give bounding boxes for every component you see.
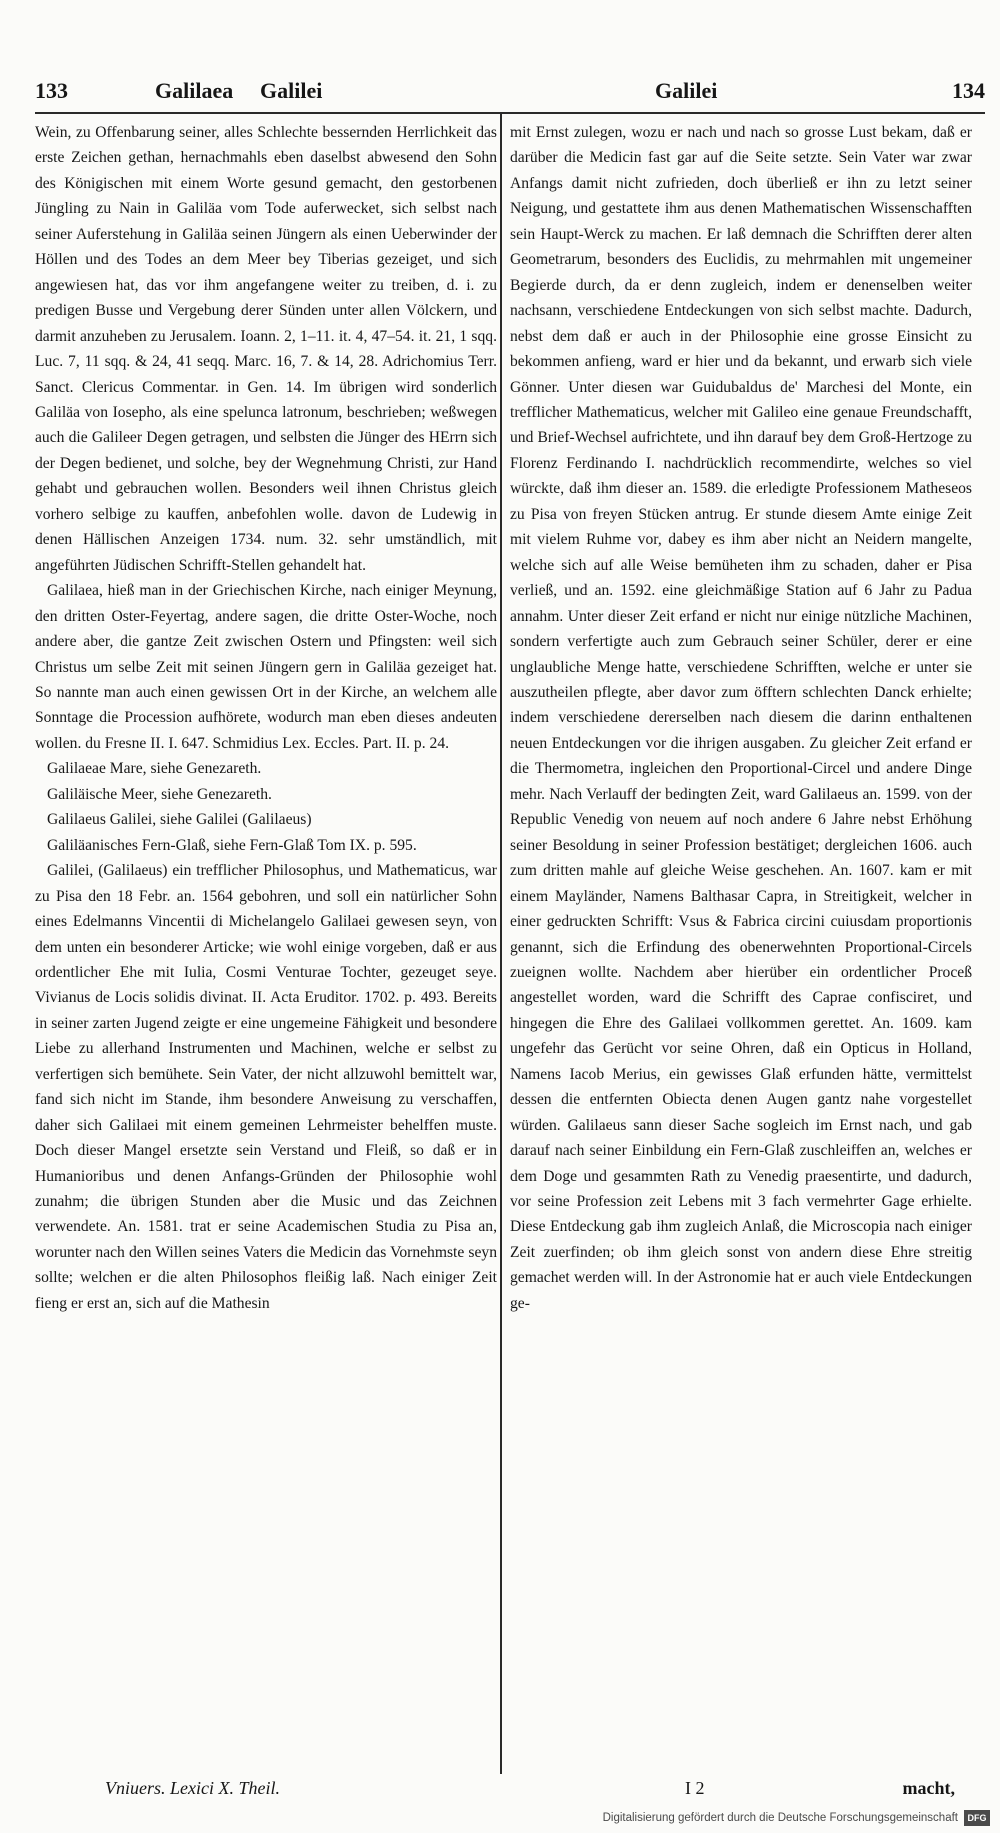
entry-fern-glass: Galiläanisches Fern-Glaß, siehe Fern-Glaß Tom IX. p. 595. xyxy=(47,836,417,854)
header-keyword-left: Galilaea xyxy=(155,78,234,103)
header-rule xyxy=(35,112,985,114)
signature-line: Vniuers. Lexici X. Theil. xyxy=(105,1778,280,1798)
leaf-mark: I 2 xyxy=(685,1778,705,1798)
right-column xyxy=(510,120,972,1316)
entry-galilei: Galilei, (Galilaeus) ein trefflicher Philosophus, und Mathematicus, war zu Pisa den 18 Febr. an. 1564 gebohren, und soll ein natürlicher Sohn eines Edelmanns Vincentii di Michelangelo Galilaei gewesen seyn, von dem unten ein besonderer Articke; wie wohl einige vorgeben, daß er aus ordentlicher Ehe mit Iulia, Cosmi Venturae Tochter, gezeuget seye. Vivianus de Locis solidis divinat. II. Acta Eruditor. 1702. p. 493. Bereits in seiner zarten Jugend zeigte er eine ungemeine Fähigkeit und besondere Liebe zu allerhand Instrumenten und Machinen, welche er selbst zu verfertigen sich bemühete. Sein Vater, der nicht allzuwohl bemittelt war, fand sich nicht im Stande, ihm besondere Anweisung zu verschaffen, daher sich Galilaei mit einem gemeinen Lehrmeister behelffen muste. Doch dieser Mangel ersetzte sein Verstand und Fleiß, so daß er in Humanioribus und denen Anfangs-Gründen der Philosophie wohl zunahm; die übrigen Stunden aber die Music und das Zeichnen verwendete. An. 1581. trat er seine Academischen Studia zu Pisa an, worunter nach den Willen seines Vaters die Medicin das Vornehmste seyn sollte; welchen er die alten Philosophos fleißig laß. Nach einiger Zeit fieng er erst an, sich auf die Mathesin xyxy=(35,862,497,1312)
running-header xyxy=(35,78,985,112)
column-divider xyxy=(500,114,502,1774)
paragraph-galilaea-end: Wein, zu Offenbarung seiner, alles Schlechte bessernden Herrlichkeit das erste Zeichen gethan, hernachmahls eben daselbst abwesend den Sohn des Königischen mit einem Worte gesund gemacht, den gestorbenen Jüngling zu Nain in Galiläa vom Tode auferwecket, sich selbst nach seiner Auferstehung in Galiläa seinen Jüngern als einen Ueberwinder der Höllen und des Todes an dem Meer bey Tiberias gezeiget, und sich angewiesen hat, das vor ihm angefangene weiter zu treiben, d. i. zu predigen Busse und Vergebung derer Sünden unter allen Völckern, und darmit anzuheben zu Jerusalem. Ioann. 2, 1–11. it. 4, 47–54. it. 21, 1 sqq. Luc. 7, 11 sqq. & 24, 41 seqq. Marc. 16, 7. & 14, 28. Adrichomius Terr. Sanct. Clericus Commentar. in Gen. 14. Im übrigen wird sonderlich Galiläa von Iosepho, als eine spelunca latronum, beschrieben; weßwegen auch die Galileer Degen getragen, und selbsten die Jünger des HErrn sich der Degen bedienet, und solche, bey der Wegnehmung Christi, zur Hand gehabt und gebrauchen wollen. Besonders weil ihnen Christus gleich vorhero selbige zu kauffen, anbefohlen wolle. davon de Ludewig in denen Hällischen Anzeigen 1734. num. 32. sehr umständlich, mit angeführten Jüdischen Schrifft-Stellen gehandelt hat. xyxy=(35,124,497,574)
entry-galilaeische-meer: Galiläische Meer, siehe Genezareth. xyxy=(47,785,272,803)
header-keyword-right: Galilei xyxy=(655,78,718,103)
paragraph-galilei-continued: mit Ernst zulegen, wozu er nach und nach so grosse Lust bekam, daß er darüber die Medicin fast gar auf die Seite setzte. Sein Vater war zwar Anfangs damit nicht zufrieden, doch überließ er ihn zu letzt seiner Neigung, und gestattete ihm aus denen Mathematischen Wissenschafften sein Haupt-Werck zu machen. Er laß demnach die Schrifften derer alten Geometrarum, besonders des Euclidis, zu mehrmahlen mit ungemeiner Begierde durch, da er denn zugleich, indem er denenselben weiter nachsann, verschiedene Entdeckungen von sich selbst machte. Dadurch, nebst dem daß er auch in der Philosophie eine grosse Einsicht zu bekommen anfieng, ward er hier und da bekannt, und erwarb sich viele Gönner. Unter diesen war Guidubaldus de' Marchesi del Monte, ein trefflicher Mathematicus, welcher mit Galileo eine genaue Freundschafft, und Brief-Wechsel aufrichtete, und ihn darauf bey dem Groß-Hertzoge zu Florenz Ferdinando I. nachdrücklich recommendirte, welches so viel würckte, daß ihm dieser an. 1589. die erledigte Professionem Matheseos zu Pisa von freyen Stücken antrug. Er stunde diesem Amte einige Zeit mit vielem Ruhme vor, dabey es ihm aber nicht an Neidern mangelte, welche sich auf alle Weise bemüheten ihm zu schaden, daher er Pisa verließ, und an. 1592. eine gleichmäßige Station auf 6 Jahr zu Padua annahm. Unter dieser Zeit erfand er nicht nur einige nützliche Machinen, sondern verfertigte auch zum Gebrauch seiner Schüler, derer er eine unglaubliche Menge hatte, verschiedene Schrifften, welche er unter sie auszutheilen pflegte, aber davor zum öfftern schlechten Danck erhielte; indem verschiedene dererselben nach diesem die darinn enthaltenen neuen Entdeckungen vor die ihrigen ausgaben. Zu gleicher Zeit erfand er die Thermometra, ingleichen den Proportional-Circel und andere Dinge mehr. Nach Verlauff der bedingten Zeit, ward Galilaeus an. 1599. von der Republic Venedig von neuem auf noch andere 6 Jahre nebst Erhöhung seiner Besoldung in seiner Profession bestätiget; dergleichen 1606. auch zum dritten mahle auf gleiche Weise geschehen. An. 1607. kam er mit einem Mayländer, Namens Balthasar Capra, in Streitigkeit, welcher in einer gedruckten Schrifft: Vsus & Fabrica circini cuiusdam proportionis genannt, sich die Erfindung des obenerwehnten Proportional-Circels zueignen wollte. Nachdem aber hierüber ein ordentlicher Proceß angestellet worden, ward die Schrifft des Caprae confisciret, und hingegen die Ehre des Galilaei vollkommen gerettet. An. 1609. kam ungefehr das Gerücht vor seine Ohren, daß ein Opticus in Holland, Namens Iacob Merius, ein gewisses Glaß erfunden hätte, vermittelst dessen die entfernten Obiecta denen Augen gantz nahe vorgestellet würden. Galilaeus sann dieser Sache sogleich im Ernst nach, und gab darauf nach seiner Einbildung ein Fern-Glaß zuschleiffen an, welches er dem Doge und gesammten Rath zu Venedig praesentirte, und dadurch, vor seine Profession zeit Lebens mit 3 fach vermehrter Gage erhielte. Diese Entdeckung gab ihm zugleich Anlaß, die Microscopia nach einiger Zeit zuerfinden; ob ihm gleich sonst von andern diese Ehre streitig gemachet werden will. In der Astronomie hat er auch viele Entdeckungen ge- xyxy=(510,124,972,1312)
entry-galilaeae-mare: Galilaeae Mare, siehe Genezareth. xyxy=(47,760,262,778)
credit-text: Digitalisierung gefördert durch die Deutsche Forschungsgemeinschaft xyxy=(602,1812,958,1824)
entry-galilaeus-galilei: Galilaeus Galilei, siehe Galilei (Galilaeus) xyxy=(47,811,312,829)
paragraph-galilaea-feast: Galilaea, hieß man in der Griechischen Kirche, nach einiger Meynung, den dritten Oster-Feyertag, andere sagen, die dritte Oster-Woche, noch andere aber, die gantze Zeit zwischen Ostern und Pfingsten: weil sich Christus um selbe Zeit mit seinen Jüngern gern in Galiläa gezeiget hat. So nannte man auch einen gewissen Ort in der Kirche, an welchem alle Sonntage die Procession aufhörete, wodurch man eben dieses andeuten wollen. du Fresne II. I. 647. Schmidius Lex. Eccles. Part. II. p. 24. xyxy=(35,582,497,752)
digitization-credit xyxy=(603,1807,990,1829)
header-keyword-left-2: Galilei xyxy=(260,78,323,103)
catchword: macht, xyxy=(902,1778,955,1798)
dfg-logo-icon: DFG xyxy=(964,1810,990,1826)
page-number-left: 133 xyxy=(35,78,68,103)
page-footer xyxy=(35,1778,985,1808)
left-column xyxy=(35,120,497,1316)
page-number-right: 134 xyxy=(952,78,985,103)
